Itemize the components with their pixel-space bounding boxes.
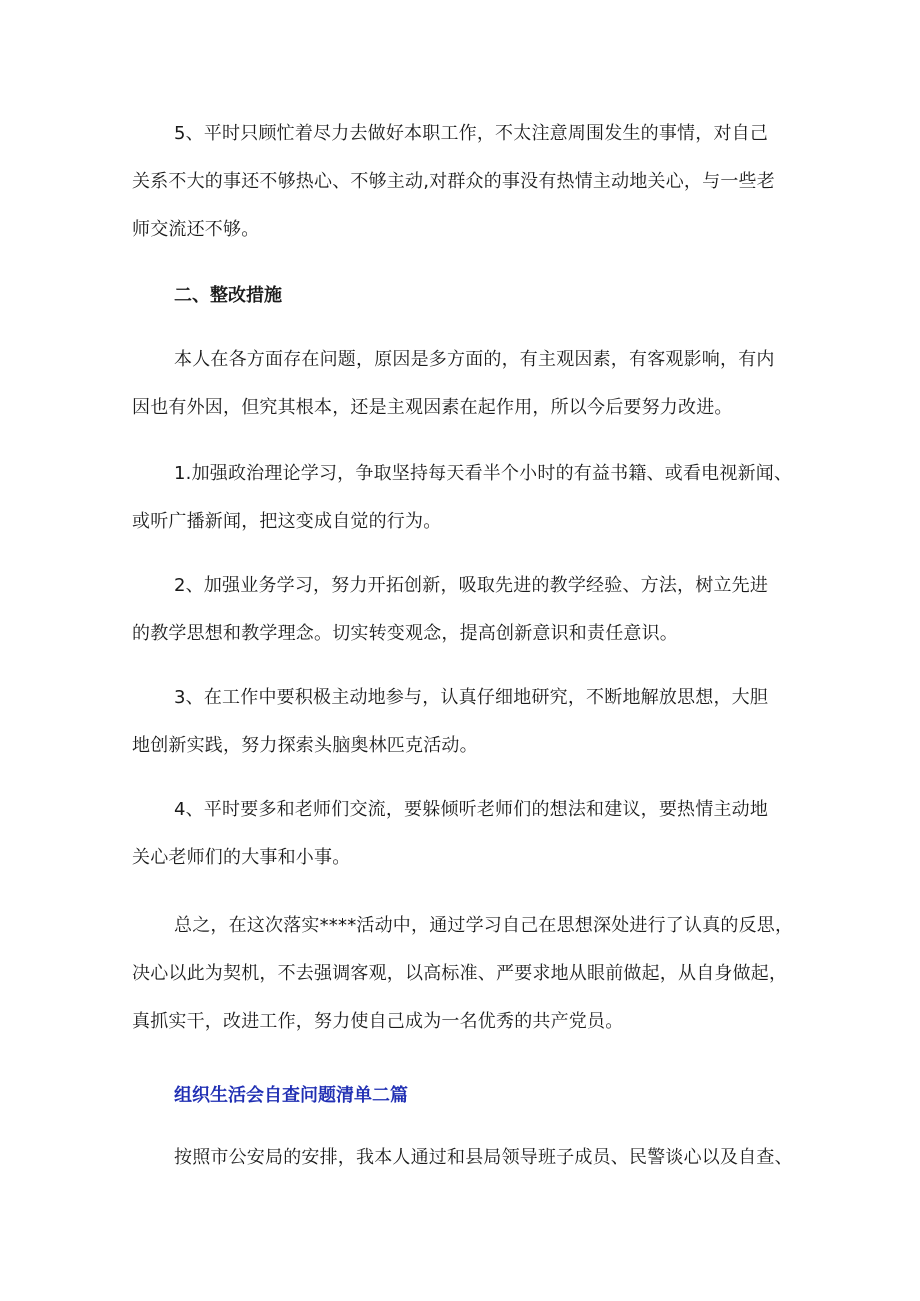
paragraph-line: 5、平时只顾忙着尽力去做好本职工作，不太注意周围发生的事情，对自己 — [174, 123, 769, 144]
paragraph-line: 1.加强政治理论学习，争取坚持每天看半个小时的有益书籍、或看电视新闻、 — [174, 463, 793, 484]
paragraph-line: 地创新实践，努力探索头脑奥林匹克活动。 — [132, 735, 478, 756]
paragraph-summary — [132, 902, 797, 1046]
paragraph-line: 师交流还不够。 — [132, 219, 260, 240]
paragraph-measure-2 — [132, 562, 797, 658]
paragraph-line: 决心以此为契机，不去强调客观，以高标准、严要求地从眼前做起，从自身做起， — [132, 963, 788, 984]
paragraph-line: 或听广播新闻，把这变成自觉的行为。 — [132, 511, 442, 532]
paragraph-line: 因也有外因，但究其根本，还是主观因素在起作用，所以今后要努力改进。 — [132, 397, 733, 418]
paragraph-article2-opening — [132, 1134, 797, 1182]
paragraph-intro — [132, 336, 797, 432]
paragraph-measure-3 — [132, 674, 797, 770]
paragraph-item-5 — [132, 110, 797, 254]
paragraph-line: 真抓实干，改进工作，努力使自己成为一名优秀的共产党员。 — [132, 1011, 624, 1032]
paragraph-line: 按照市公安局的安排，我本人通过和县局领导班子成员、民警谈心以及自查、 — [174, 1147, 793, 1168]
section-heading-rectification: 二、整改措施 — [174, 285, 282, 306]
paragraph-measure-1 — [132, 450, 797, 546]
paragraph-measure-4 — [132, 786, 797, 882]
paragraph-line: 本人在各方面存在问题，原因是多方面的，有主观因素，有客观影响，有内 — [174, 349, 775, 370]
paragraph-line: 3、在工作中要积极主动地参与，认真仔细地研究，不断地解放思想，大胆 — [174, 687, 769, 708]
article-title-part-two: 组织生活会自查问题清单二篇 — [174, 1085, 408, 1106]
paragraph-line: 4、平时要多和老师们交流，要躲倾听老师们的想法和建议，要热情主动地 — [174, 799, 769, 820]
paragraph-line: 关心老师们的大事和小事。 — [132, 847, 351, 868]
paragraph-line: 2、加强业务学习，努力开拓创新，吸取先进的教学经验、方法，树立先进 — [174, 575, 769, 596]
paragraph-line: 总之，在这次落实****活动中，通过学习自己在思想深处进行了认真的反思， — [174, 915, 794, 936]
paragraph-line: 关系不大的事还不够热心、不够主动,对群众的事没有热情主动地关心，与一些老 — [132, 171, 775, 192]
paragraph-line: 的教学思想和教学理念。切实转变观念，提高创新意识和责任意识。 — [132, 623, 678, 644]
